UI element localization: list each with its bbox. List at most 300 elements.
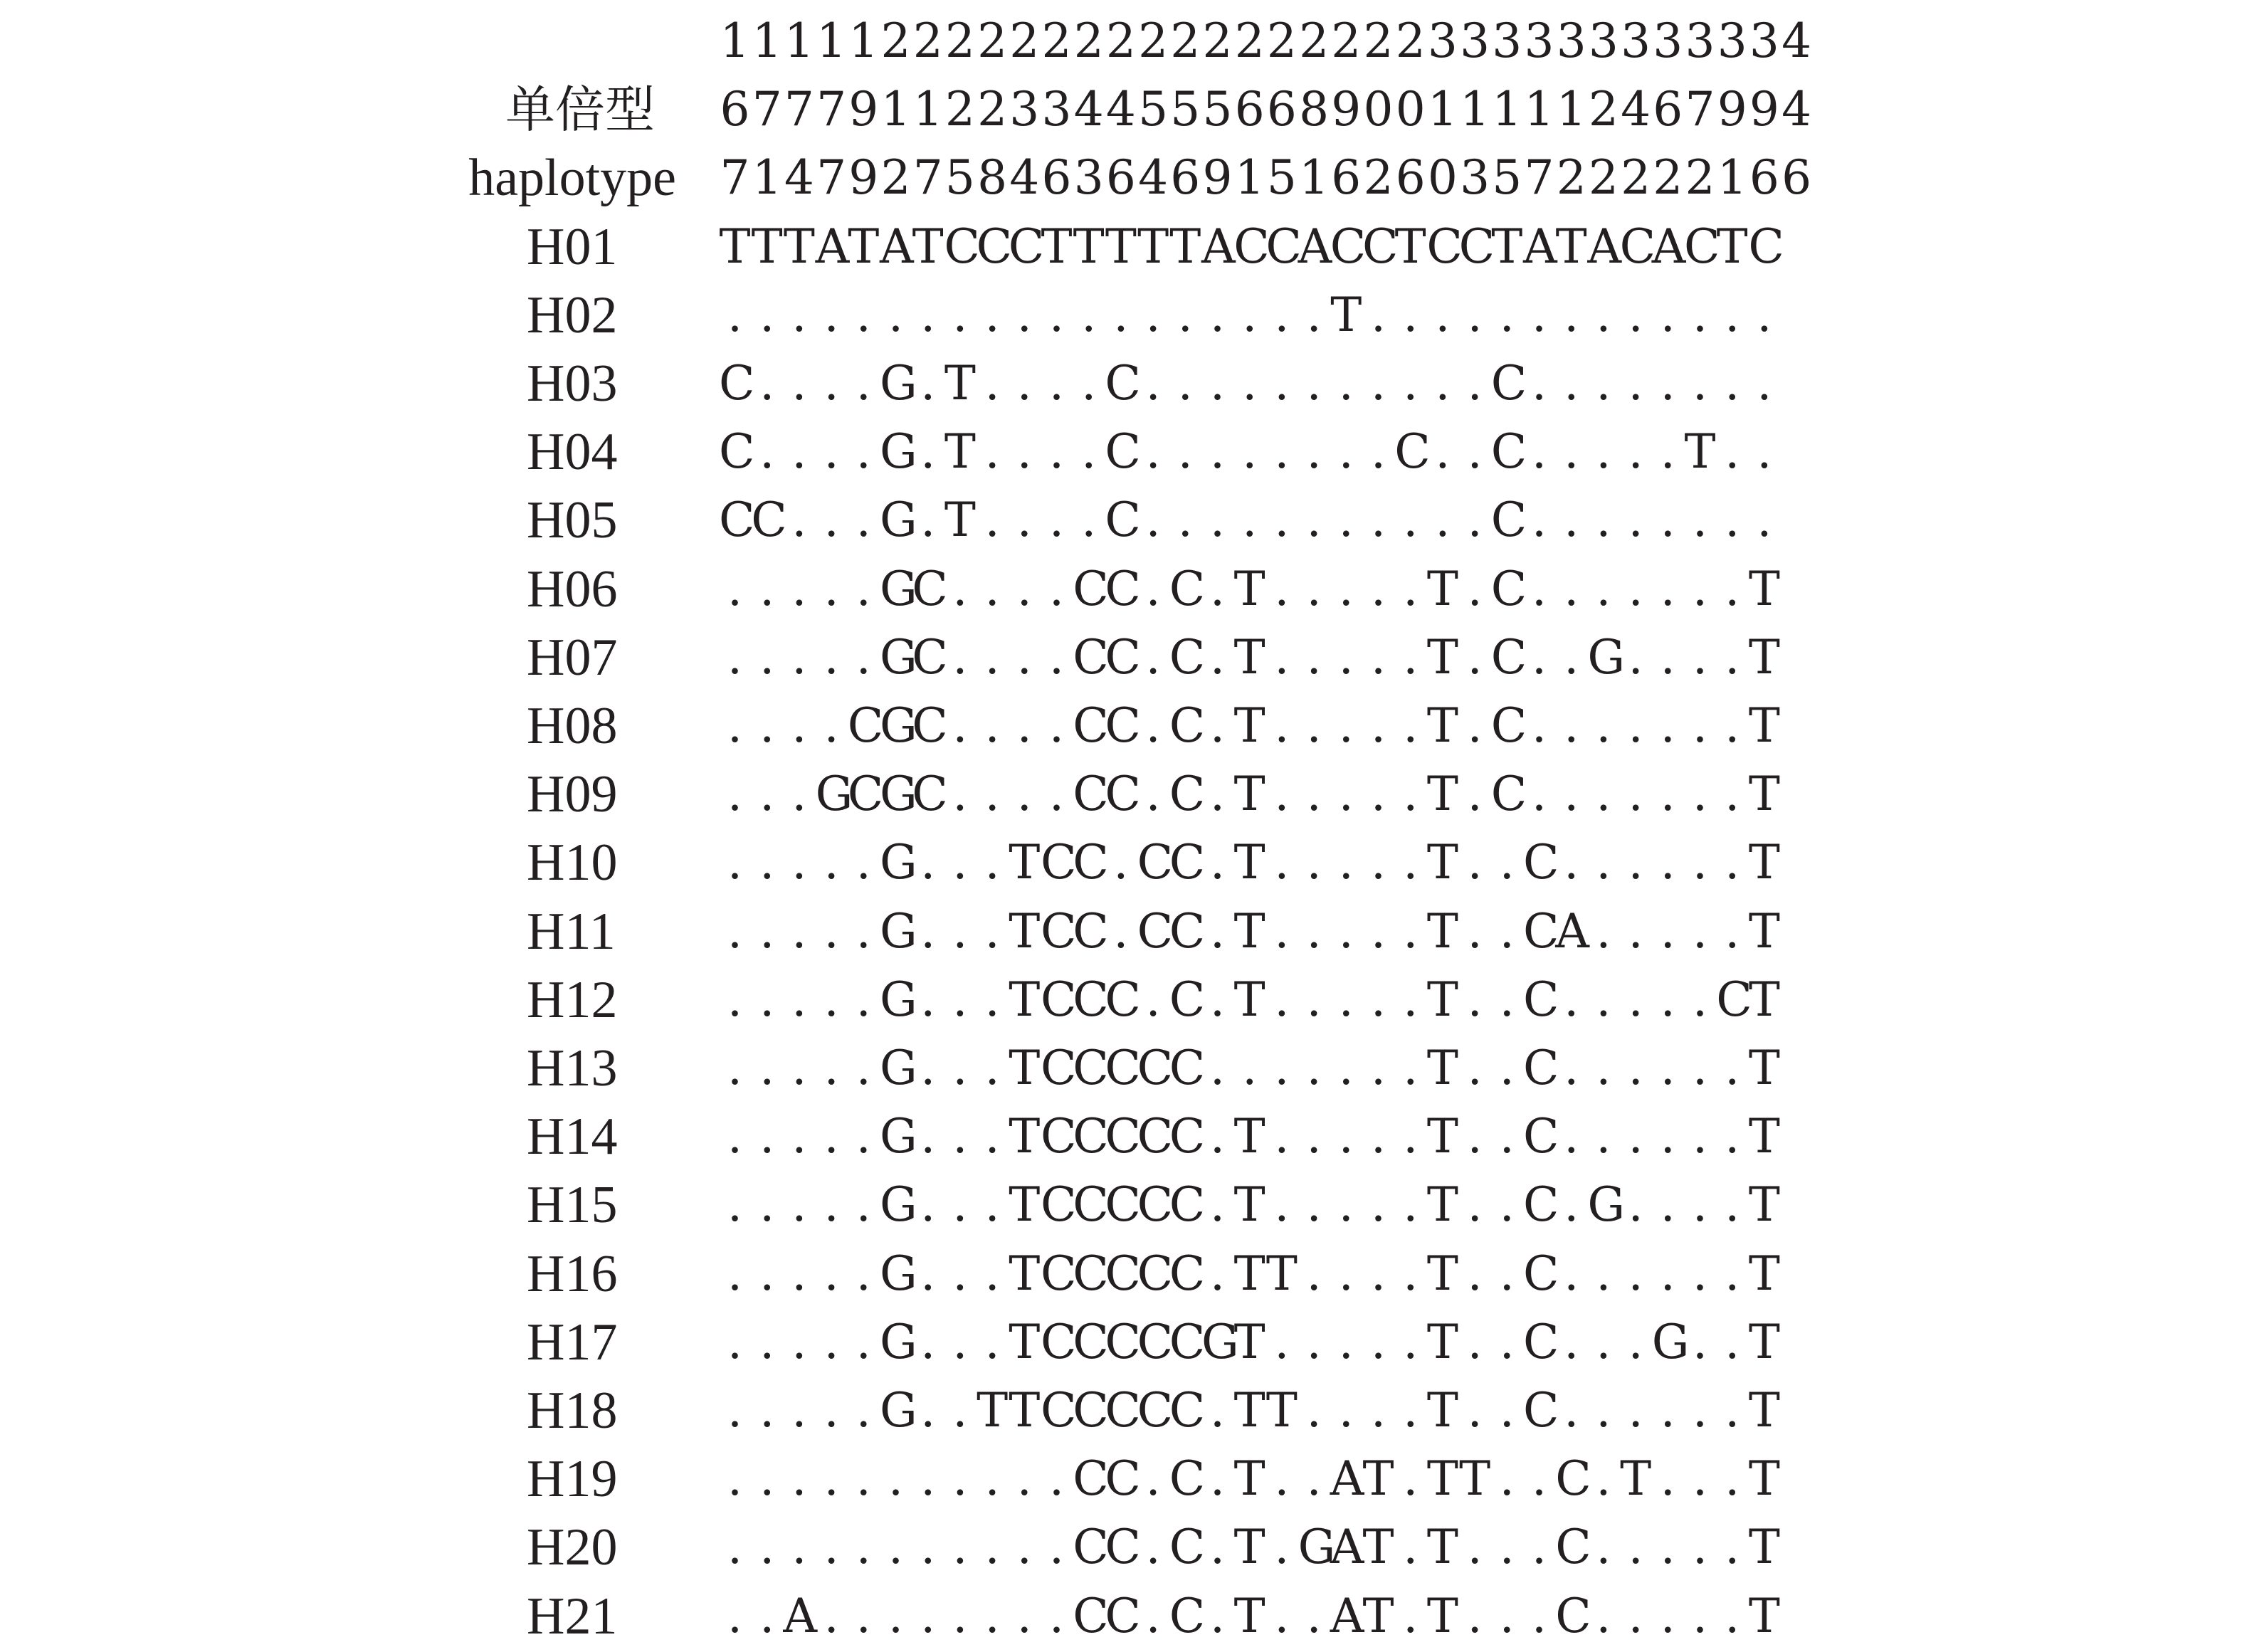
position-header-row-3-sequence-site: 4 <box>1009 150 1040 206</box>
position-header-row-3-sequence-site: 4 <box>784 150 814 206</box>
haplotype-row-sequence-site: . <box>1274 835 1290 890</box>
haplotype-row-sequence-site: . <box>791 1109 807 1164</box>
haplotype-row-sequence-site: . <box>1725 903 1740 959</box>
haplotype-row-sequence-site: . <box>1274 493 1290 548</box>
haplotype-row-sequence-site: . <box>1660 1520 1675 1575</box>
position-header-row-3-sequence-site: 6 <box>1749 150 1779 206</box>
haplotype-row-sequence-site: . <box>759 356 775 411</box>
haplotype-row-sequence-site: . <box>1371 561 1386 616</box>
haplotype-row-sequence-site: . <box>1628 698 1643 753</box>
haplotype-row-sequence-site: . <box>823 1109 839 1164</box>
haplotype-row-sequence-site: . <box>920 1451 936 1507</box>
haplotype-row-sequence-site: C <box>1105 1588 1141 1643</box>
position-header-row-1-sequence <box>719 7 1812 75</box>
haplotype-row-sequence-site: . <box>1660 561 1675 616</box>
haplotype-row-sequence-site: . <box>1403 493 1419 548</box>
haplotype-row-sequence-site: . <box>1693 972 1707 1027</box>
position-header-row-2-sequence-site: 1 <box>1460 82 1490 137</box>
haplotype-row <box>0 1445 2242 1513</box>
haplotype-row-sequence-site: . <box>1693 493 1707 548</box>
haplotype-row-sequence-site: . <box>1628 972 1643 1027</box>
haplotype-row-sequence-site: . <box>1403 629 1419 685</box>
haplotype-row-sequence-site: T <box>1426 835 1458 890</box>
haplotype-row-sequence-site: C <box>1073 1246 1109 1301</box>
haplotype-row-sequence-site: T <box>1009 1246 1041 1301</box>
haplotype-row-sequence-site: . <box>1306 835 1322 890</box>
haplotype-row-sequence-site: T <box>1362 1588 1394 1643</box>
haplotype-row <box>0 1377 2242 1445</box>
haplotype-row-sequence-site: . <box>1467 835 1483 890</box>
haplotype-row-sequence <box>719 1308 1786 1377</box>
haplotype-row-sequence-site: C <box>1169 1451 1206 1507</box>
haplotype-row-sequence-site: C <box>1137 1109 1174 1164</box>
haplotype-row-sequence <box>719 486 1786 554</box>
haplotype-row-sequence-site: . <box>1499 1246 1515 1301</box>
haplotype-row-sequence-site: . <box>1499 1109 1515 1164</box>
haplotype-row-sequence-site: . <box>856 972 871 1027</box>
haplotype-row-sequence-site: . <box>952 287 968 342</box>
haplotype-row-sequence <box>719 624 1786 692</box>
haplotype-row-reference-sequence-site: T <box>1137 219 1169 274</box>
haplotype-row-sequence-site: . <box>1338 767 1354 822</box>
haplotype-row-sequence-site: . <box>1564 698 1579 753</box>
haplotype-row-sequence-site: . <box>823 972 839 1027</box>
haplotype-row-sequence-site: . <box>1725 629 1740 685</box>
haplotype-row-sequence-site: T <box>1233 1588 1265 1643</box>
haplotype-row-sequence-site: . <box>856 835 871 890</box>
haplotype-row-sequence-site: . <box>823 424 839 480</box>
haplotype-row-sequence-site: T <box>944 356 976 411</box>
haplotype-row-sequence-site: . <box>1403 972 1419 1027</box>
haplotype-row-sequence-site: T <box>1233 1177 1265 1233</box>
haplotype-row-sequence-site: . <box>984 493 1000 548</box>
haplotype-row-sequence-site: . <box>1403 1520 1419 1575</box>
haplotype-row-sequence-site: . <box>1371 903 1386 959</box>
haplotype-row-sequence-site: . <box>1596 972 1611 1027</box>
haplotype-row-sequence-site: . <box>1016 493 1032 548</box>
haplotype-row-sequence-site: C <box>1073 629 1109 685</box>
haplotype-row-reference-sequence-site: T <box>719 219 751 274</box>
haplotype-row-sequence-site: . <box>1242 1041 1258 1095</box>
haplotype-row-sequence-site: . <box>823 1588 839 1643</box>
haplotype-row-sequence-site: . <box>920 424 936 480</box>
position-header-row-1 <box>0 7 2242 75</box>
haplotype-row-sequence-site: . <box>952 629 968 685</box>
haplotype-row-sequence-site: T <box>1009 1109 1041 1164</box>
haplotype-row-sequence-site: . <box>1596 767 1611 822</box>
haplotype-row-sequence-site: . <box>952 1314 968 1369</box>
haplotype-row-sequence-site: . <box>1338 561 1354 616</box>
haplotype-row-sequence-site: . <box>1564 424 1579 480</box>
haplotype-row-sequence-site: C <box>1041 1109 1077 1164</box>
haplotype-row-sequence-site: T <box>1426 629 1458 685</box>
haplotype-row-sequence-site: . <box>1306 1109 1322 1164</box>
haplotype-row-sequence-site: . <box>856 356 871 411</box>
haplotype-row-sequence-site: . <box>1532 493 1547 548</box>
haplotype-row-sequence-site: . <box>823 356 839 411</box>
haplotype-row-sequence-site: . <box>1693 1451 1707 1507</box>
haplotype-row-sequence-site: . <box>1371 1383 1386 1438</box>
haplotype-row-sequence-site: . <box>1081 356 1097 411</box>
position-header-row-1-sequence-site: 3 <box>1749 14 1779 68</box>
haplotype-row-sequence-site: T <box>1748 903 1780 959</box>
haplotype-row-sequence-site: . <box>1499 1383 1515 1438</box>
haplotype-row-sequence-site: . <box>759 1314 775 1369</box>
haplotype-row-sequence-site: . <box>823 1177 839 1233</box>
haplotype-row-sequence-site: C <box>751 493 787 548</box>
position-header-row-3-sequence-site: 6 <box>1170 150 1201 206</box>
haplotype-row-sequence-site: T <box>1748 1041 1780 1095</box>
position-header-row-1-sequence-site: 2 <box>944 14 975 68</box>
haplotype-row-sequence-site: . <box>1338 903 1354 959</box>
haplotype-row-sequence-site: . <box>727 1588 742 1643</box>
haplotype-row-sequence <box>719 349 1786 418</box>
haplotype-row-sequence-site: . <box>1338 1383 1354 1438</box>
haplotype-row-sequence-site: . <box>1596 903 1611 959</box>
haplotype-row-sequence-site: . <box>1338 835 1354 890</box>
haplotype-row-sequence-site: . <box>1725 1314 1740 1369</box>
haplotype-row-sequence-site: G <box>1587 629 1626 685</box>
haplotype-row-sequence-site: . <box>1145 561 1161 616</box>
haplotype-row-sequence-site: T <box>1265 1383 1298 1438</box>
position-header-row-3-sequence-site: 1 <box>1717 150 1747 206</box>
haplotype-row-sequence-site: . <box>856 561 871 616</box>
position-header-row-3-sequence-site: 9 <box>848 150 879 206</box>
position-header-row-2-sequence-site: 5 <box>1138 82 1169 137</box>
haplotype-row-sequence-site: . <box>727 1520 742 1575</box>
haplotype-row-sequence-site: . <box>1628 767 1643 822</box>
haplotype-row-sequence-site: C <box>1041 972 1077 1027</box>
position-header-row-2-sequence-site: 7 <box>752 82 782 137</box>
position-header-row-3-sequence-site: 2 <box>1685 150 1715 206</box>
haplotype-row-sequence-site: . <box>1210 356 1225 411</box>
position-header-row-1-sequence-site: 3 <box>1685 14 1715 68</box>
haplotype-row-sequence-site: C <box>1105 356 1141 411</box>
haplotype-row-sequence-site: . <box>823 629 839 685</box>
haplotype-row-sequence-site: . <box>823 1520 839 1575</box>
haplotype-row-sequence-site: . <box>1049 767 1064 822</box>
position-header-row-2-sequence-site: 0 <box>1395 82 1426 137</box>
haplotype-row-sequence-site: . <box>1274 629 1290 685</box>
haplotype-row-sequence-site: . <box>920 835 936 890</box>
haplotype-row-sequence-site: . <box>1628 1177 1643 1233</box>
position-header-row-2-sequence-site: 4 <box>1621 82 1651 137</box>
haplotype-row-reference-label: H01 <box>527 217 618 276</box>
haplotype-row-sequence-site: . <box>1564 1041 1579 1095</box>
haplotype-row-sequence-site: . <box>1049 493 1064 548</box>
haplotype-row-sequence-site: . <box>952 1520 968 1575</box>
haplotype-row-sequence-site: C <box>847 767 884 822</box>
haplotype-row-sequence-site: . <box>1403 1588 1419 1643</box>
haplotype-row-sequence-site: . <box>823 561 839 616</box>
haplotype-row <box>0 1034 2242 1103</box>
position-header-row-2-sequence-site: 2 <box>1588 82 1619 137</box>
haplotype-row-sequence-site: . <box>1596 1314 1611 1369</box>
haplotype-row-sequence-site: . <box>1016 698 1032 753</box>
haplotype-row-sequence-site: . <box>984 1314 1000 1369</box>
position-header-row-2-sequence-site: 5 <box>1202 82 1233 137</box>
haplotype-row <box>0 966 2242 1034</box>
haplotype-row-sequence-site: T <box>1426 1588 1458 1643</box>
haplotype-row-sequence-site: T <box>1009 1314 1041 1369</box>
haplotype-row-sequence-site: C <box>1105 629 1141 685</box>
position-header-row-3-sequence-site: 7 <box>816 150 847 206</box>
haplotype-row-label: H15 <box>527 1176 618 1235</box>
haplotype-row <box>0 624 2242 692</box>
haplotype-row-sequence-site: C <box>1073 1588 1109 1643</box>
haplotype-row-sequence-site: T <box>944 493 976 548</box>
haplotype-row-sequence-site: . <box>1660 287 1675 342</box>
haplotype-row-sequence-site: . <box>1403 1383 1419 1438</box>
position-header-row-3-sequence-site: 7 <box>1524 150 1554 206</box>
haplotype-row-sequence-site: . <box>823 1451 839 1507</box>
haplotype-row-sequence-site: . <box>1693 1588 1707 1643</box>
haplotype-row-reference-sequence-site: A <box>1523 219 1557 274</box>
haplotype-row-reference-sequence-site: T <box>912 219 944 274</box>
haplotype-row-sequence-site: . <box>1049 561 1064 616</box>
haplotype-row-reference-sequence-site: C <box>1684 219 1720 274</box>
haplotype-row-sequence-site: . <box>952 1451 968 1507</box>
haplotype-row-label: H08 <box>527 697 618 755</box>
haplotype-row-sequence-site: . <box>1210 424 1225 480</box>
haplotype-row-sequence-site: . <box>1532 287 1547 342</box>
haplotype-row-sequence-site: . <box>1693 698 1707 753</box>
haplotype-row-sequence-site: . <box>1210 972 1225 1027</box>
haplotype-row-sequence-site: . <box>1274 1041 1290 1095</box>
haplotype-row-sequence-site: . <box>1628 835 1643 890</box>
haplotype-row-sequence-site: . <box>791 629 807 685</box>
haplotype-row-sequence-site: . <box>791 698 807 753</box>
haplotype-row-sequence-site: . <box>1467 1109 1483 1164</box>
haplotype-row <box>0 898 2242 966</box>
haplotype-row-sequence-site: C <box>1169 972 1206 1027</box>
haplotype-row-sequence-site: . <box>952 1588 968 1643</box>
position-header-row-2-sequence-site: 1 <box>1427 82 1458 137</box>
haplotype-row-sequence-site: . <box>1693 287 1707 342</box>
haplotype-row-sequence-site: C <box>1105 1109 1141 1164</box>
haplotype-row-sequence-site: T <box>1426 1109 1458 1164</box>
haplotype-row-sequence-site: . <box>1564 493 1579 548</box>
haplotype-row-sequence-site: . <box>1145 287 1161 342</box>
haplotype-row-sequence-site: . <box>1306 767 1322 822</box>
haplotype-row-sequence-site: G <box>880 561 917 616</box>
position-header-row-3-sequence-site: 5 <box>944 150 975 206</box>
position-header-row-3-sequence-site: 3 <box>1460 150 1490 206</box>
haplotype-row-sequence-site: T <box>1748 629 1780 685</box>
haplotype-row-sequence-site: . <box>984 1451 1000 1507</box>
haplotype-row-sequence-site: . <box>1660 1451 1675 1507</box>
haplotype-row-sequence-site: . <box>1371 287 1386 342</box>
haplotype-row-label: H21 <box>527 1587 618 1646</box>
haplotype-row-sequence-site: . <box>1660 903 1675 959</box>
position-header-row-2-sequence-site: 1 <box>1524 82 1554 137</box>
position-header-row-2-sequence-site: 1 <box>912 82 943 137</box>
haplotype-row-sequence-site: T <box>1426 903 1458 959</box>
haplotype-row-label: H13 <box>527 1039 618 1098</box>
haplotype-row-sequence-site: . <box>1306 972 1322 1027</box>
haplotype-row-sequence-site: . <box>1113 287 1129 342</box>
haplotype-row-sequence-site: . <box>1693 629 1707 685</box>
haplotype-row-sequence-site: A <box>783 1588 818 1643</box>
haplotype-row-label: H02 <box>527 285 618 344</box>
haplotype-row-label: H17 <box>527 1312 618 1372</box>
haplotype-row-sequence-site: . <box>1016 356 1032 411</box>
haplotype-row-sequence-site: C <box>1169 1041 1206 1095</box>
haplotype-row-sequence-site: . <box>1725 287 1740 342</box>
haplotype-row-sequence-site: . <box>1564 1314 1579 1369</box>
haplotype-row-sequence-site: . <box>856 1520 871 1575</box>
haplotype-row-sequence-site: . <box>1210 835 1225 890</box>
position-header-row-3-sequence <box>719 144 1812 212</box>
haplotype-row-reference-sequence-site: T <box>783 219 815 274</box>
haplotype-row-sequence-site: G <box>880 1314 917 1369</box>
position-header-row-1-sequence-site: 3 <box>1556 14 1586 68</box>
haplotype-row-sequence-site: . <box>1210 1109 1225 1164</box>
haplotype-row-sequence-site: G <box>1201 1314 1239 1369</box>
haplotype-row-sequence-site: C <box>1716 972 1752 1027</box>
haplotype-row-sequence-site: . <box>1403 1041 1419 1095</box>
haplotype-row-sequence-site: C <box>1073 1041 1109 1095</box>
haplotype-row-sequence <box>719 1240 1786 1308</box>
haplotype-row-sequence-site: . <box>920 903 936 959</box>
haplotype-row-sequence-site: T <box>1009 1383 1041 1438</box>
haplotype-row-reference-sequence-site: C <box>1008 219 1045 274</box>
haplotype-row-sequence-site: . <box>823 698 839 753</box>
haplotype-row-sequence-site: . <box>1049 287 1064 342</box>
haplotype-row-sequence-site: . <box>1467 1041 1483 1095</box>
position-header-row-3-sequence-site: 2 <box>1621 150 1651 206</box>
haplotype-row-sequence-site: . <box>1306 698 1322 753</box>
haplotype-row-sequence-site: G <box>880 972 917 1027</box>
haplotype-row-sequence-site: . <box>727 1246 742 1301</box>
haplotype-row-sequence-site: . <box>1403 1109 1419 1164</box>
haplotype-row-reference-sequence-site: T <box>1716 219 1748 274</box>
haplotype-row-sequence-site: . <box>759 1520 775 1575</box>
haplotype-row-reference-sequence-site: C <box>1748 219 1784 274</box>
haplotype-row-sequence-site: T <box>977 1383 1009 1438</box>
haplotype-row-sequence-site: . <box>1306 561 1322 616</box>
haplotype-row-sequence-site: . <box>1660 767 1675 822</box>
haplotype-row-sequence-site: . <box>1660 424 1675 480</box>
haplotype-row-sequence-site: . <box>759 1177 775 1233</box>
haplotype-row <box>0 349 2242 418</box>
haplotype-row-sequence-site: . <box>1564 287 1579 342</box>
haplotype-row-sequence-site: . <box>759 698 775 753</box>
haplotype-row-sequence-site: . <box>1306 1383 1322 1438</box>
haplotype-row-sequence-site: . <box>1564 1383 1579 1438</box>
haplotype-row-sequence-site: . <box>1371 1314 1386 1369</box>
haplotype-row-sequence-site: . <box>1274 1177 1290 1233</box>
haplotype-row-sequence-site: . <box>856 1041 871 1095</box>
haplotype-row-label: H14 <box>527 1108 618 1167</box>
haplotype-row-sequence-site: . <box>791 1314 807 1369</box>
haplotype-row-sequence-site: . <box>1660 1588 1675 1643</box>
haplotype-row-sequence-site: T <box>1233 1246 1265 1301</box>
haplotype-row-sequence-site: C <box>1073 767 1109 822</box>
haplotype-row-sequence-site: C <box>1137 903 1174 959</box>
haplotype-row-sequence-site: . <box>1371 424 1386 480</box>
position-header-row-1-sequence-site: 2 <box>1138 14 1169 68</box>
haplotype-row-reference-sequence-site: T <box>1491 219 1523 274</box>
haplotype-row <box>0 828 2242 897</box>
haplotype-row-sequence-site: T <box>1426 1520 1458 1575</box>
haplotype-row-sequence-site: . <box>1564 356 1579 411</box>
haplotype-row-sequence-site: . <box>727 1041 742 1095</box>
haplotype-row-sequence-site: . <box>1564 1109 1579 1164</box>
haplotype-row-sequence-site: . <box>952 972 968 1027</box>
haplotype-row-sequence-site: . <box>1049 1520 1064 1575</box>
haplotype-row-sequence-site: . <box>920 1041 936 1095</box>
haplotype-row-sequence-site: . <box>1145 698 1161 753</box>
haplotype-row-sequence-site: . <box>1306 1246 1322 1301</box>
haplotype-row <box>0 1103 2242 1171</box>
position-header-row-2-sequence-site: 4 <box>1105 82 1136 137</box>
haplotype-row-sequence-site: T <box>1233 629 1265 685</box>
position-header-row-1-sequence-site: 3 <box>1460 14 1490 68</box>
haplotype-row-reference-sequence-site: C <box>1330 219 1367 274</box>
haplotype-row-sequence-site: . <box>791 903 807 959</box>
haplotype-row-sequence-site: C <box>1523 1314 1559 1369</box>
haplotype-row-sequence-site: . <box>1403 287 1419 342</box>
position-header-row-2-sequence-site: 9 <box>1749 82 1779 137</box>
haplotype-row-sequence-site: . <box>920 972 936 1027</box>
haplotype-row-sequence-site: C <box>1105 1041 1141 1095</box>
haplotype-row-sequence-site: . <box>1532 424 1547 480</box>
haplotype-row-sequence-site: T <box>1233 903 1265 959</box>
haplotype-row-sequence-site: C <box>1073 698 1109 753</box>
haplotype-row-sequence-site: . <box>1532 356 1547 411</box>
position-header-row-3 <box>0 144 2242 212</box>
haplotype-row <box>0 1513 2242 1582</box>
haplotype-row-sequence-site: . <box>1725 424 1740 480</box>
haplotype-row-sequence-site: C <box>1555 1588 1591 1643</box>
haplotype-row-sequence-site: . <box>1660 629 1675 685</box>
position-header-row-3-sequence-site: 6 <box>1105 150 1136 206</box>
haplotype-row-sequence-site: T <box>1459 1451 1491 1507</box>
haplotype-row-label: H07 <box>527 628 618 687</box>
haplotype-row-sequence-site: C <box>1169 1246 1206 1301</box>
haplotype-row-sequence-site: . <box>823 835 839 890</box>
position-header-row-3-sequence-site: 2 <box>1588 150 1619 206</box>
haplotype-row-sequence-site: . <box>1049 698 1064 753</box>
haplotype-row-sequence-site: G <box>1651 1314 1690 1369</box>
haplotype-row-reference-sequence-site: A <box>1651 219 1686 274</box>
haplotype-row-sequence-site: C <box>1073 1314 1109 1369</box>
haplotype-row-sequence-site: . <box>984 424 1000 480</box>
haplotype-row-sequence-site: C <box>719 356 755 411</box>
haplotype-row-sequence-site: . <box>1628 561 1643 616</box>
haplotype-row-sequence-site: . <box>1145 493 1161 548</box>
haplotype-row-sequence-site: C <box>1523 1109 1559 1164</box>
haplotype-row-sequence-site: C <box>1490 493 1527 548</box>
haplotype-row-label: H09 <box>527 765 618 824</box>
haplotype-row-sequence-site: . <box>1145 1451 1161 1507</box>
haplotype-row-sequence-site: . <box>1725 561 1740 616</box>
haplotype-row-sequence-site: . <box>1371 767 1386 822</box>
haplotype-row-sequence-site: C <box>1137 1314 1174 1369</box>
haplotype-row-sequence <box>719 760 1786 828</box>
haplotype-row-sequence-site: . <box>1403 767 1419 822</box>
haplotype-row-sequence-site: C <box>1073 1520 1109 1575</box>
position-header-row-2-sequence <box>719 75 1812 144</box>
haplotype-row-sequence-site: C <box>1105 698 1141 753</box>
haplotype-row-sequence-site: . <box>1113 903 1129 959</box>
haplotype-row-sequence-site: . <box>1403 1246 1419 1301</box>
haplotype-row-sequence-site: T <box>1426 1041 1458 1095</box>
haplotype-row-sequence-site: . <box>1145 767 1161 822</box>
haplotype-row-sequence-site: C <box>1073 1177 1109 1233</box>
haplotype-row-sequence <box>719 1103 1786 1171</box>
